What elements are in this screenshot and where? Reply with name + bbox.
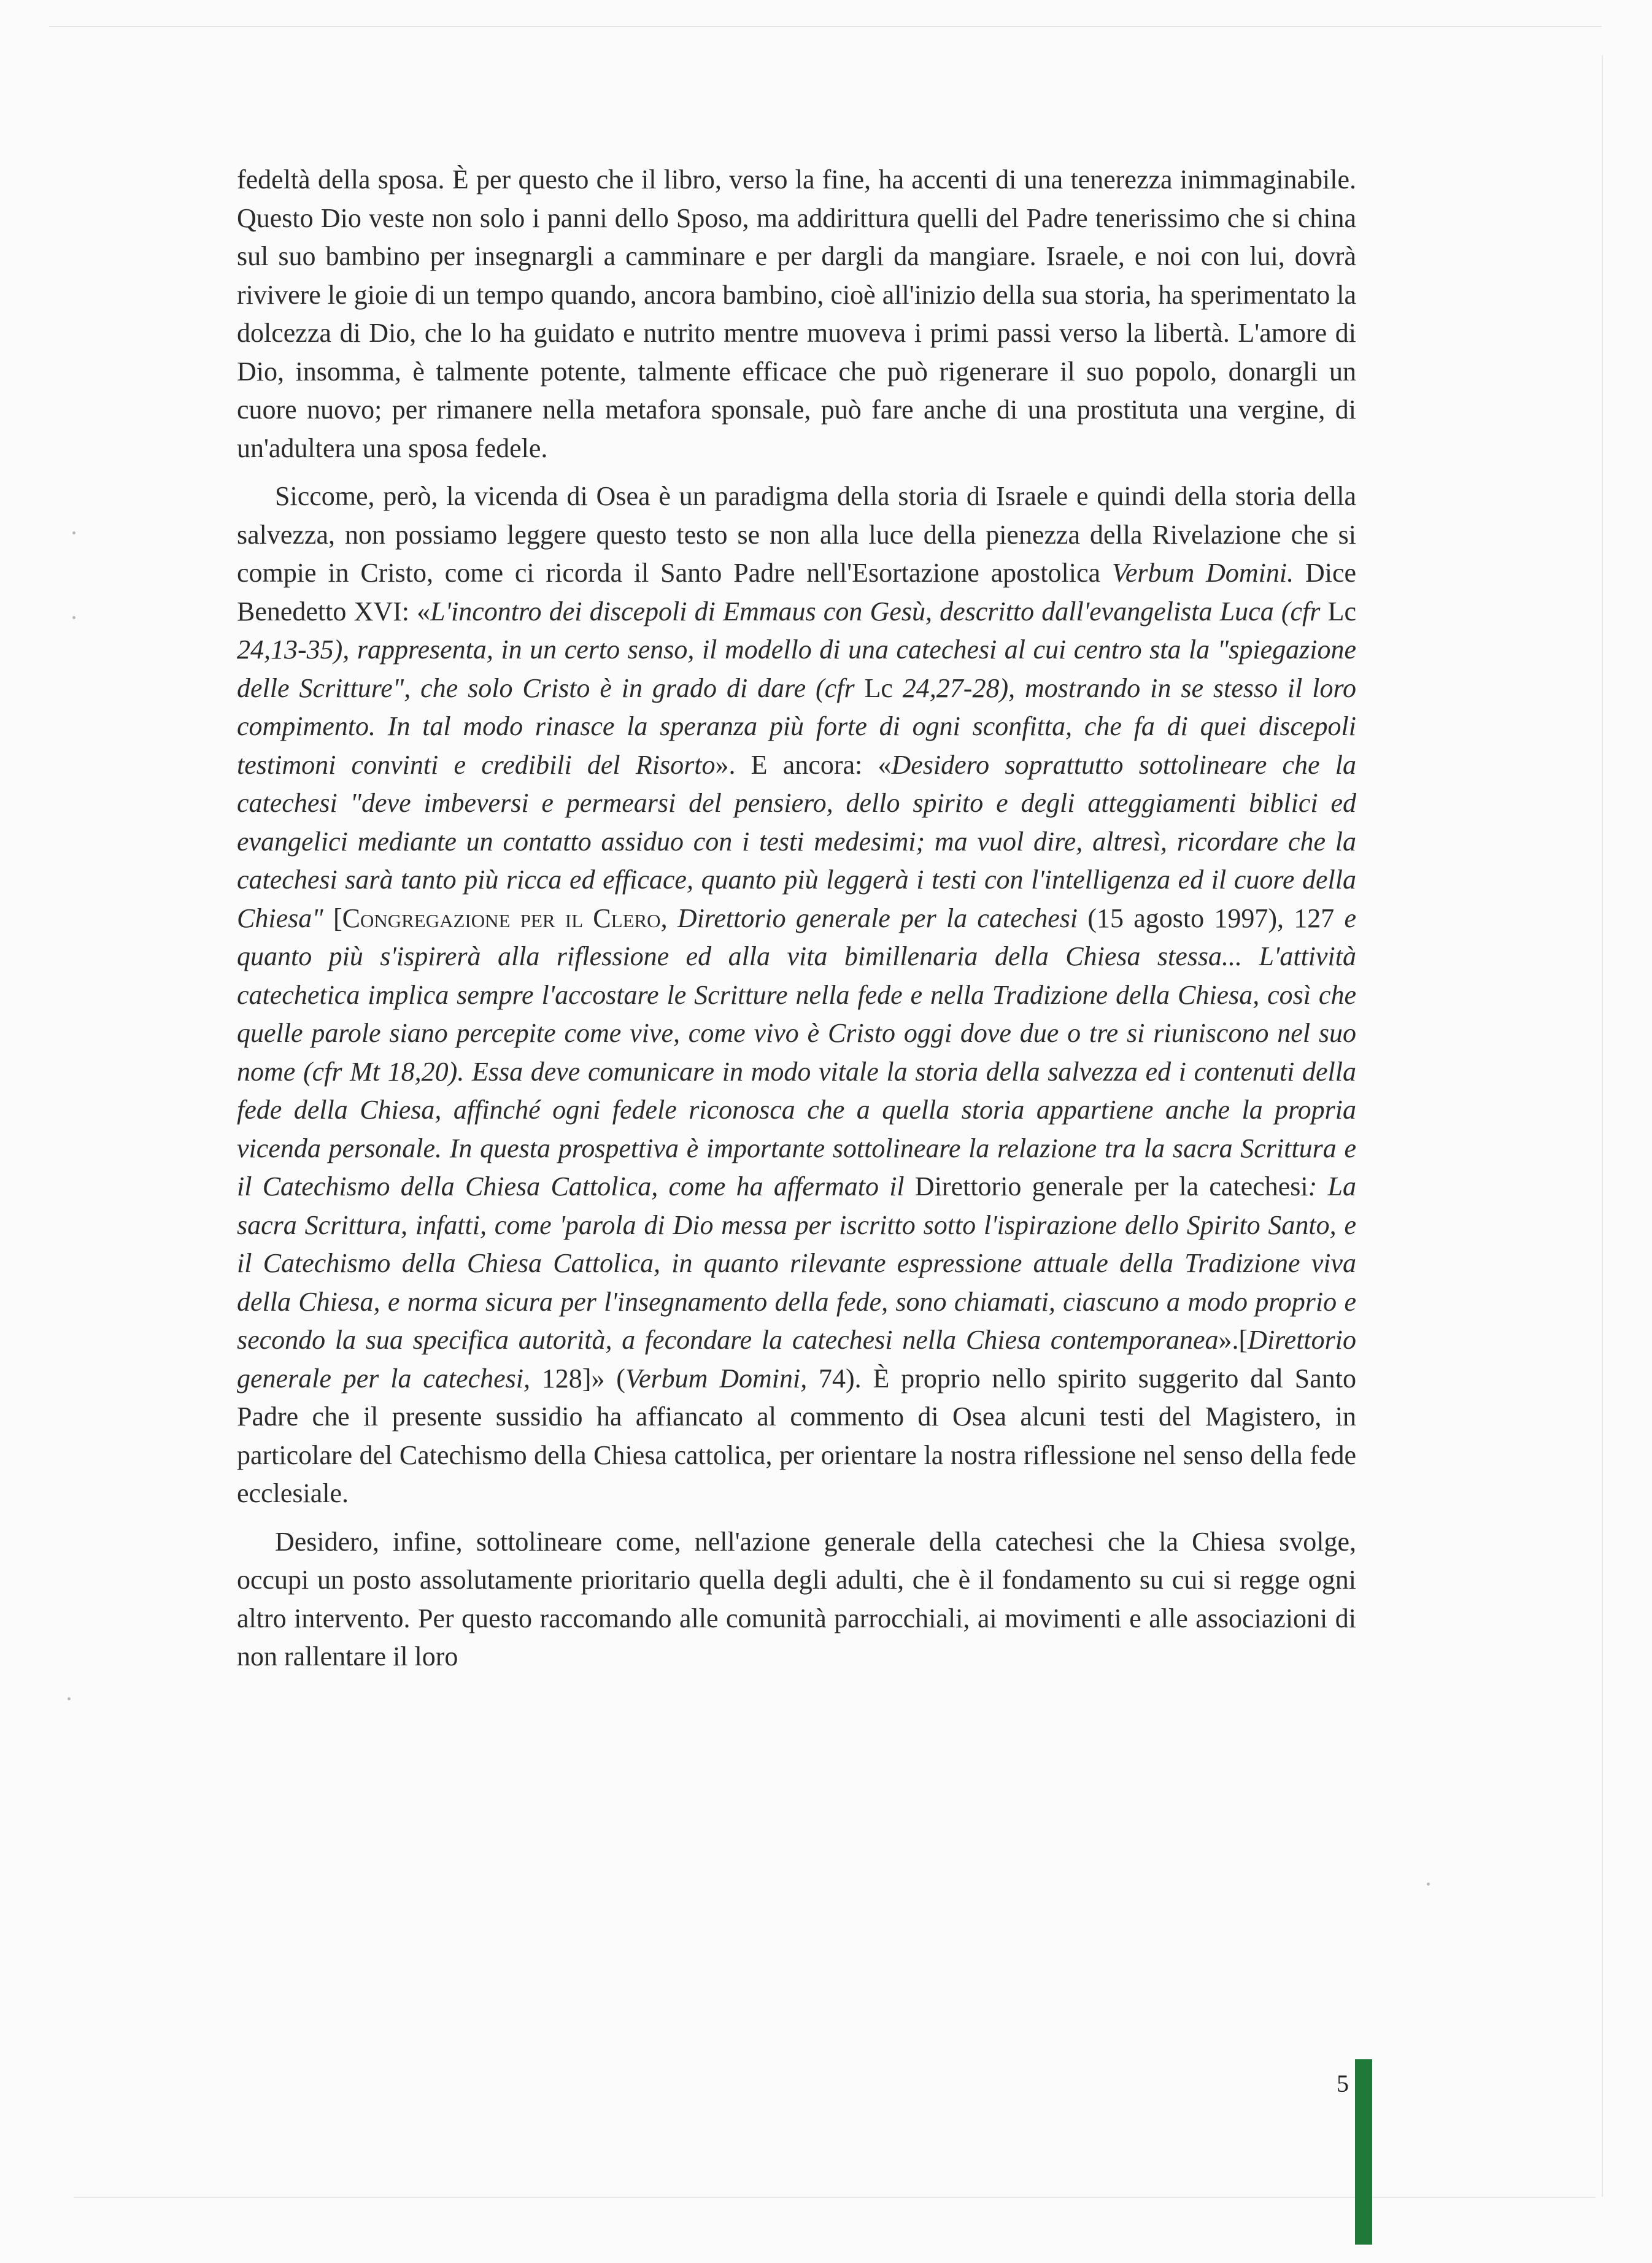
- text-run-italic: 24,13-35), rappresenta, in un certo senso, il modello di una catechesi al cui centro sta la "spiegazione delle Scritture", che solo Cristo è in grado di dare (cfr: [237, 634, 1356, 703]
- scan-speck: [72, 531, 75, 534]
- text-run: [668, 903, 677, 933]
- paragraph-1: fedeltà della sposa. È per questo che il libro, verso la fine, ha accenti di una tenerezza inimmaginabile. Questo Dio veste non solo i panni dello Sposo, ma addirittura quelli del Padre tenerissimo che si china sul suo bambino per insegnargli a camminare e per dargli da mangiare. Israele, e noi con lui, dovrà rivivere le gioie di un tempo quando, ancora bambino, cioè all'inizio della sua storia, ha sperimentato la dolcezza di Dio, che lo ha guidato e nutrito mentre muoveva i primi passi verso la libertà. L'amore di Dio, insomma, è talmente potente, talmente efficace che può rigenerare il suo popolo, donargli un cuore nuovo; per rimanere nella metafora sponsale, può fare anche di una prostituta una vergine, di un'adultera una sposa fedele.: [237, 164, 1356, 463]
- text-run: ».[: [1218, 1325, 1248, 1355]
- page-accent-bar: [1355, 2059, 1372, 2245]
- paragraph-2: [237, 477, 1356, 1513]
- body-text: [237, 161, 1356, 1676]
- text-run-italic: L'incontro dei discepoli di Emmaus con Gesù, descritto dall'evangelista Luca (cfr: [430, 596, 1328, 626]
- text-run-smallcaps: Congregazione per il Clero,: [342, 903, 668, 933]
- page-number: 5: [1337, 2070, 1349, 2097]
- sheet-edge-right: [1602, 55, 1603, 2197]
- scan-speck: [68, 1697, 71, 1700]
- text-run-italic: : La sacra Scrittura, infatti, come 'parola di Dio messa per iscritto sotto l'ispirazione dello Spirito Santo, e il Catechismo della Chiesa Cattolica, in quanto rilevante espressione attuale della Tradizione viva della Chiesa, e norma sicura per l'insegnamento della fede, sono chiamati, ciascuno a modo proprio e secondo la sua specifica autorità, a fecondare la catechesi nella Chiesa contemporanea: [237, 1171, 1357, 1355]
- text-run: (15 agosto 1997), 127: [1078, 903, 1345, 933]
- text-run: Dice Benedetto XVI: «: [237, 558, 1357, 626]
- scan-speck: [1427, 1883, 1430, 1886]
- text-run: 74). È proprio nello spirito suggerito dal Santo Padre che il presente sussidio ha affiancato al commento di Osea alcuni testi del Magistero, in particolare del Catechismo della Chiesa cattolica, per orientare la nostra riflessione nel senso della fede ecclesiale.: [237, 1363, 1357, 1508]
- text-run: ». E ancora: «: [715, 749, 892, 780]
- text-run: 128]» (: [530, 1363, 625, 1394]
- text-run-italic: 24,27-28), mostrando in se stesso il loro compimento. In tal modo rinasce la speranza più forte di ogni sconfitta, che fa di quei discepoli testimoni convinti e credibili del Risorto: [237, 673, 1356, 780]
- scan-speck: [72, 616, 75, 619]
- text-run-italic: Desidero soprattutto sottolineare che la catechesi "deve imbeversi e permearsi del pensiero, dello spirito e degli atteggiamenti biblici ed evangelici mediante un contatto assiduo con i testi medesimi; ma vuol dire, altresì, ricordare che la catechesi sarà tanto più ricca ed efficace, quanto più leggerà i testi con l'intelligenza ed il cuore della Chiesa": [237, 749, 1356, 933]
- text-run: [: [323, 903, 342, 933]
- text-run-italic: Verbum Domini,: [625, 1363, 808, 1394]
- text-run-italic: Verbum Domini.: [1111, 558, 1294, 588]
- text-run: Lc: [1327, 596, 1356, 626]
- text-run: Siccome, però, la vicenda di Osea è un paradigma della storia di Israele e quindi della storia della salvezza, non possiamo leggere questo testo se non alla luce della pienezza della Rivelazione che si compie in Cristo, come ci ricorda il Santo Padre nell'Esortazione apostolica: [237, 481, 1356, 588]
- paragraph-3: Desidero, infine, sottolineare come, nell'azione generale della catechesi che la Chiesa svolge, occupi un posto assolutamente prioritario quella degli adulti, che è il fondamento su cui si regge ogni altro intervento. Per questo raccomando alle comunità parrocchiali, ai movimenti e alle associazioni di non rallentare il loro: [237, 1526, 1356, 1671]
- text-run: Direttorio generale per la catechesi: [904, 1171, 1308, 1201]
- sheet-edge-top: [49, 26, 1602, 27]
- text-run-italic: e quanto più s'ispirerà alla riflessione ed alla vita bimillenaria della Chiesa stessa... L'attività catechetica implica sempre l'accostare le Scritture nella fede e nella Tradizione della Chiesa, così che quelle parole siano percepite come vive, come vivo è Cristo oggi dove due o tre si riuniscono nel suo nome (cfr Mt 18,20). Essa deve comunicare in modo vitale la storia della salvezza ed i contenuti della fede della Chiesa, affinché ogni fedele riconosca che a quella storia appartiene anche la propria vicenda personale. In questa prospettiva è importante sottolineare la relazione tra la sacra Scrittura e il Catechismo della Chiesa Cattolica, come ha affermato il: [237, 903, 1357, 1201]
- text-run-italic: Direttorio generale per la catechesi: [677, 903, 1078, 933]
- text-run-italic: Direttorio generale per la catechesi,: [237, 1325, 1356, 1394]
- text-run: Lc: [864, 673, 893, 703]
